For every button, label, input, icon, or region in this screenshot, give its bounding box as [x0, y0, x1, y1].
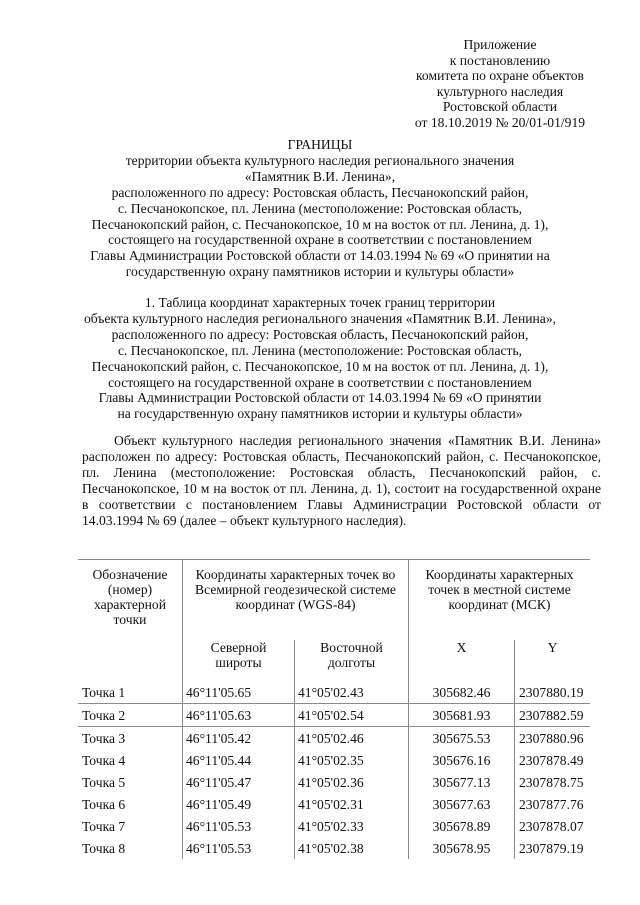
document-title	[60, 137, 580, 280]
cell-latitude: 46°11'05.53	[183, 837, 295, 859]
cell-point: Точка 5	[82, 774, 126, 790]
table-heading-line: объекта культурного наследия регионального значения «Памятник В.И. Ленина»,	[83, 310, 557, 326]
table-row	[78, 793, 590, 815]
table-heading	[60, 295, 580, 422]
title-line: «Памятник В.И. Ленина»,	[244, 168, 396, 184]
annex-line: к постановлению	[449, 52, 551, 68]
title-line: ГРАНИЦЫ	[287, 137, 353, 152]
header-north-latitude: Северной широты	[183, 640, 295, 681]
title-line: состоящего на государственной охране в соответствии с постановлением	[108, 232, 532, 248]
annex-line: комитета по охране объектов	[416, 68, 584, 84]
annex-line: от 18.10.2019 № 20/01-01/919	[414, 114, 586, 130]
cell-point: Точка 6	[82, 796, 126, 812]
cell-longitude: 41°05'02.36	[295, 771, 409, 793]
cell-y: 2307878.75	[515, 771, 591, 793]
cell-y: 2307880.96	[515, 727, 591, 750]
cell-point: Точка 7	[82, 818, 126, 834]
cell-y: 2307879.19	[515, 837, 591, 859]
header-msk: Координаты характерных точек в местной системе координат (МСК)	[409, 560, 591, 641]
header-wgs84: Координаты характерных точек во Всемирной геодезической системе координат (WGS-84)	[183, 560, 409, 641]
cell-x: 305678.89	[409, 815, 515, 837]
title-line: расположенного по адресу: Ростовская область, Песчанокопский район,	[111, 184, 529, 200]
table-subheader-row	[78, 640, 590, 681]
description-paragraph: Объект культурного наследия регионального значения «Памятник В.И. Ленина» расположен по адресу: Ростовская область, Песчанокопский район, с. Песчанокопское, пл. Ленина (местоположение: Ростовская область, Песчанокопский район, с. Песчанокопское, 10 м на восток от пл. Ленина, д. 1), состоит на государственной охране в соответствии с постановлением Главы Администрации Ростовской области от 14.03.1994 № 69 (далее – объект культурного наследия).	[82, 433, 601, 528]
cell-y: 2307878.07	[515, 815, 591, 837]
annex-header	[390, 37, 610, 131]
table-heading-line: 1. Таблица координат характерных точек границ территории	[144, 295, 496, 310]
cell-x: 305676.16	[409, 749, 515, 771]
cell-x: 305675.53	[409, 727, 515, 750]
table-row	[78, 681, 590, 704]
table-row	[78, 815, 590, 837]
cell-x: 305682.46	[409, 681, 515, 704]
header-x: X	[409, 640, 515, 681]
table-row	[78, 837, 590, 859]
cell-latitude: 46°11'05.49	[183, 793, 295, 815]
table-heading-line: Песчанокопский район, с. Песчанокопское, 10 м на восток от пл. Ленина, д. 1),	[91, 358, 549, 374]
cell-longitude: 41°05'02.35	[295, 749, 409, 771]
title-line: Главы Администрации Ростовской области от 14.03.1994 № 69 «О принятии на	[90, 248, 550, 264]
annex-line: Ростовской области	[442, 99, 558, 115]
table-heading-line: расположенного по адресу: Ростовская область, Песчанокопский район,	[111, 326, 529, 342]
cell-point: Точка 8	[82, 840, 126, 856]
header-point-designation: Обозначение (номер) характерной точки	[92, 567, 168, 627]
cell-x: 305678.95	[409, 837, 515, 859]
cell-longitude: 41°05'02.43	[295, 681, 409, 704]
cell-latitude: 46°11'05.63	[183, 704, 295, 727]
cell-latitude: 46°11'05.42	[183, 727, 295, 750]
cell-point: Точка 2	[82, 707, 126, 723]
cell-longitude: 41°05'02.46	[295, 727, 409, 750]
title-line: Песчанокопский район, с. Песчанокопское, 10 м на восток от пл. Ленина, д. 1),	[91, 216, 549, 232]
cell-latitude: 46°11'05.53	[183, 815, 295, 837]
table-heading-line: Главы Администрации Ростовской области от 14.03.1994 № 69 «О принятии	[98, 390, 542, 406]
cell-longitude: 41°05'02.38	[295, 837, 409, 859]
table-body	[78, 681, 590, 859]
table-row	[78, 771, 590, 793]
cell-longitude: 41°05'02.54	[295, 704, 409, 727]
coordinates-table	[78, 559, 590, 859]
cell-point: Точка 4	[82, 752, 126, 768]
table-row	[78, 749, 590, 771]
table-header-row	[78, 560, 590, 641]
cell-y: 2307882.59	[515, 704, 591, 727]
title-line: территории объекта культурного наследия регионального значения	[125, 152, 515, 168]
cell-latitude: 46°11'05.44	[183, 749, 295, 771]
title-line: с. Песчанокопское, пл. Ленина (местоположение: Ростовская область,	[117, 200, 523, 216]
header-point-empty	[78, 640, 183, 681]
table-heading-line: состоящего на государственной охране в соответствии с постановлением	[108, 374, 532, 390]
cell-longitude: 41°05'02.31	[295, 793, 409, 815]
table-row	[78, 727, 590, 750]
cell-x: 305677.13	[409, 771, 515, 793]
annex-line: Приложение	[463, 37, 537, 52]
cell-y: 2307877.76	[515, 793, 591, 815]
cell-latitude: 46°11'05.47	[183, 771, 295, 793]
table-row	[78, 704, 590, 727]
cell-point: Точка 3	[82, 730, 126, 746]
cell-x: 305677.63	[409, 793, 515, 815]
cell-x: 305681.93	[409, 704, 515, 727]
cell-y: 2307880.19	[515, 681, 591, 704]
annex-line: культурного наследия	[436, 83, 564, 99]
cell-longitude: 41°05'02.33	[295, 815, 409, 837]
cell-point: Точка 1	[82, 684, 126, 700]
header-east-longitude: Восточной долготы	[295, 640, 409, 681]
header-y: Y	[515, 640, 591, 681]
title-line: государственную охрану памятников истории и культуры области»	[125, 264, 515, 280]
cell-y: 2307878.49	[515, 749, 591, 771]
cell-latitude: 46°11'05.65	[183, 681, 295, 704]
table-heading-line: на государственную охрану памятников истории и культуры области»	[117, 406, 523, 422]
table-heading-line: с. Песчанокопское, пл. Ленина (местоположение: Ростовская область,	[117, 342, 523, 358]
